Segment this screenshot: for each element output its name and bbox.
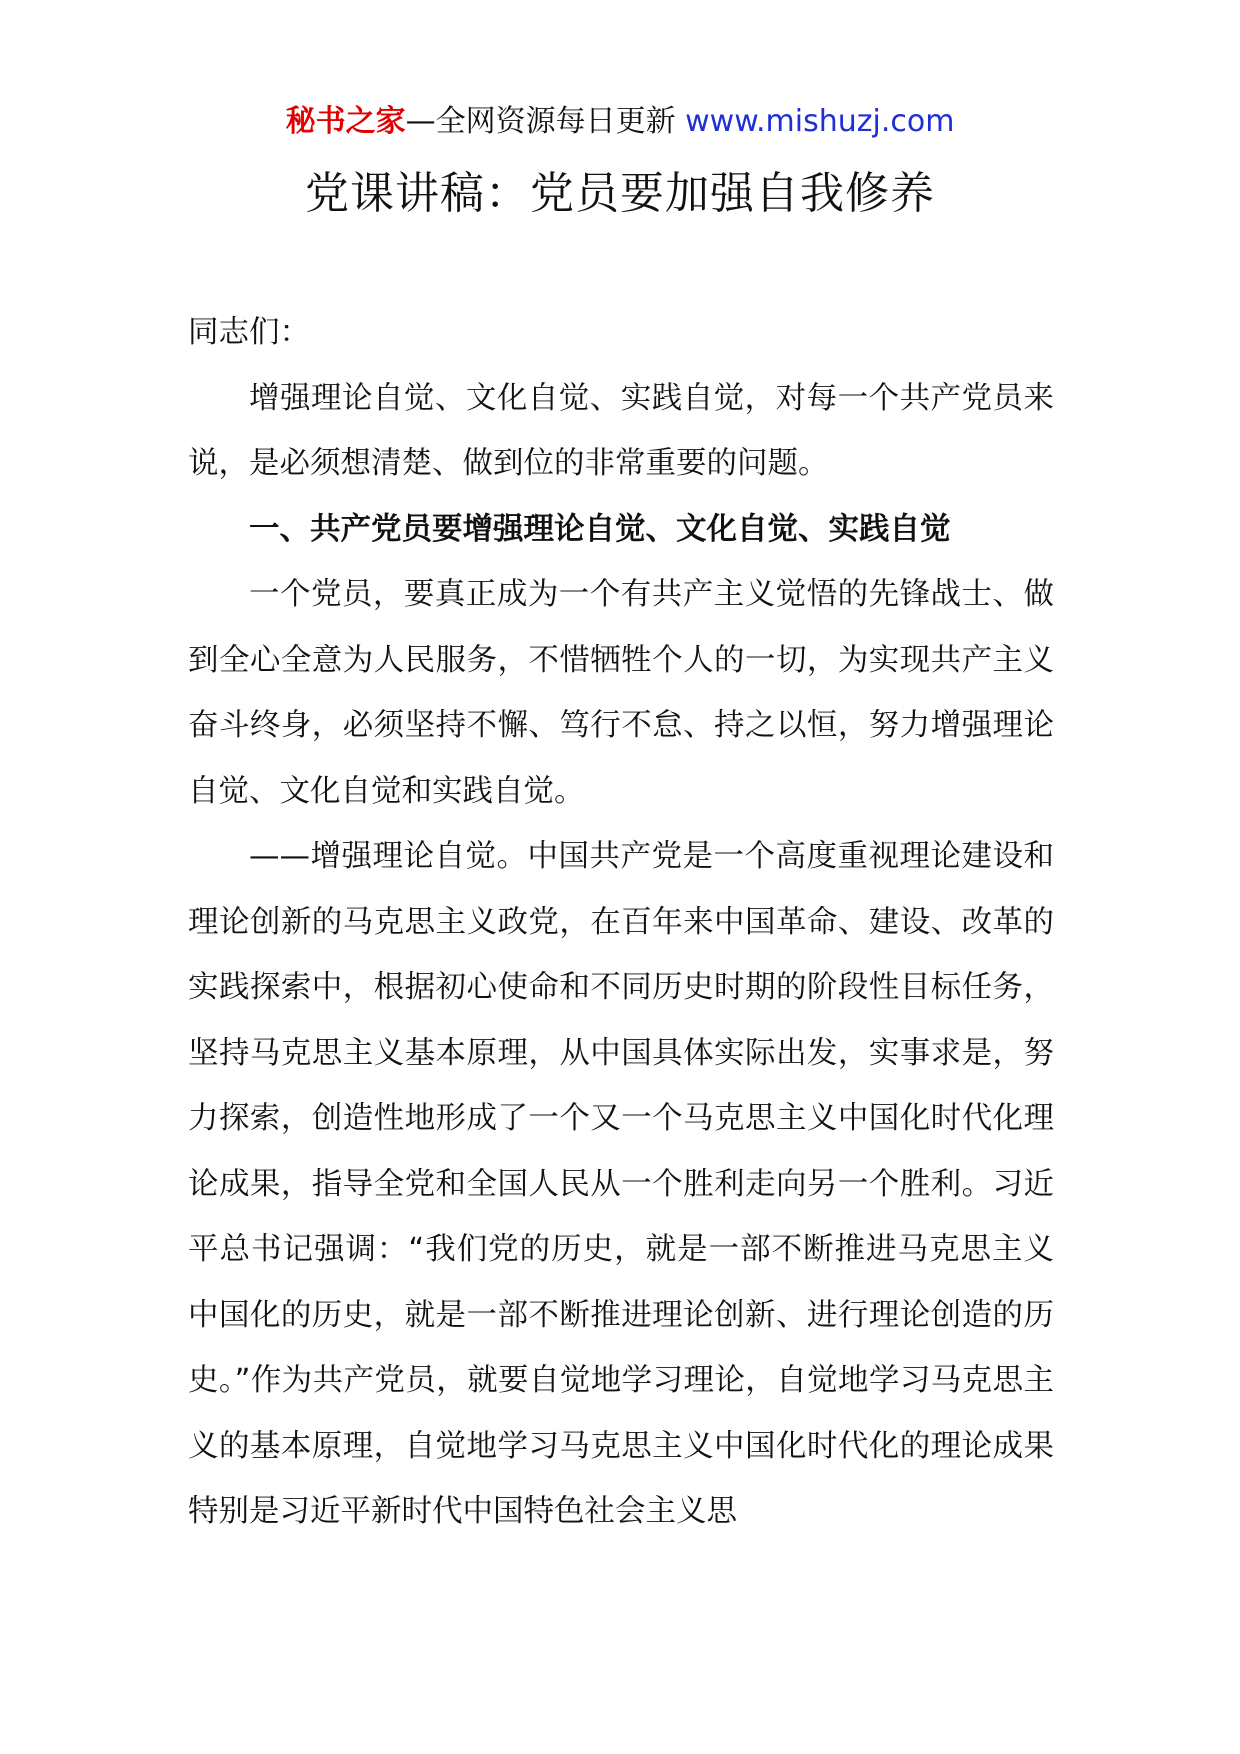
site-name: 秘书之家 <box>285 104 406 139</box>
salutation: 同志们： <box>188 315 310 350</box>
site-tagline: —全网资源每日更新 <box>405 104 676 139</box>
document-body <box>188 300 1054 1545</box>
document-title: 党课讲稿：党员要加强自我修养 <box>305 168 935 219</box>
site-header <box>0 100 1240 144</box>
intro-paragraph: 增强理论自觉、文化自觉、实践自觉，对每一个共产党员来说，是必须想清楚、做到位的非常重要的问题。 <box>188 380 1054 481</box>
body-paragraph: 一个党员，要真正成为一个有共产主义觉悟的先锋战士、做到全心全意为人民服务，不惜牺牲个人的一切，为实现共产主义奋斗终身，必须坚持不懈、笃行不怠、持之以恒，努力增强理论自觉、文化自觉和实践自觉。 <box>188 577 1054 809</box>
body-paragraph: ——增强理论自觉。中国共产党是一个高度重视理论建设和理论创新的马克思主义政党，在百年来中国革命、建设、改革的实践探索中，根据初心使命和不同历史时期的阶段性目标任务，坚持马克思主义基本原理，从中国具体实际出发，实事求是，努力探索，创造性地形成了一个又一个马克思主义中国化时代化理论成果，指导全党和全国人民从一个胜利走向另一个胜利。习近平总书记强调：“我们党的历史，就是一部不断推进马克思主义中国化的历史，就是一部不断推进理论创新、进行理论创造的历史。”作为共产党员，就要自觉地学习理论，自觉地学习马克思主义的基本原理，自觉地学习马克思主义中国化时代化的理论成果特别是习近平新时代中国特色社会主义思 <box>188 839 1054 1529</box>
site-url-link[interactable]: www.mishuzj.com <box>685 104 955 139</box>
section-heading: 一、共产党员要增强理论自觉、文化自觉、实践自觉 <box>249 511 951 547</box>
